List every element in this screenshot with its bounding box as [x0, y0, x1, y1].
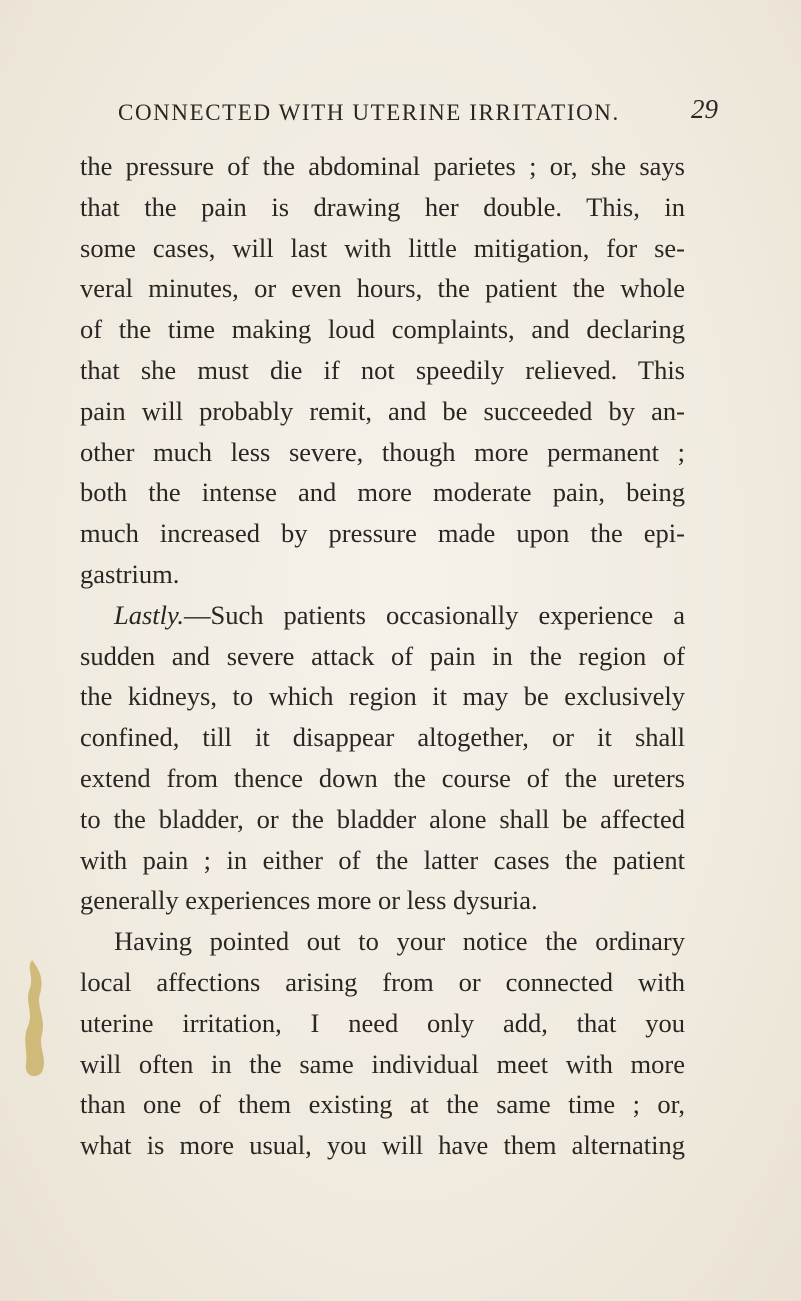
- text-line: some cases, will last with little mitigation, for se-: [80, 232, 685, 263]
- lastly-italic: Lastly.: [114, 599, 184, 630]
- text-line: pain will probably remit, and be succeeded by an-: [80, 395, 685, 426]
- lastly-rest: —Such patients occasionally experience a: [183, 599, 685, 630]
- text-line: much increased by pressure made upon the epi-: [80, 518, 685, 549]
- running-title: CONNECTED WITH UTERINE IRRITATION.: [118, 100, 620, 125]
- text-line: both the intense and more moderate pain, being: [80, 477, 685, 508]
- text-line: of the time making loud complaints, and declaring: [80, 314, 685, 345]
- text-line: will often in the same individual meet with more: [80, 1048, 685, 1079]
- text-line: the kidneys, to which region it may be exclusively: [80, 681, 685, 712]
- text-line: sudden and severe attack of pain in the region of: [80, 640, 685, 671]
- page-number: 29: [691, 94, 718, 124]
- text-line: extend from thence down the course of the ureters: [80, 762, 685, 793]
- text-line: that she must die if not speedily relieved. This: [80, 354, 685, 385]
- text-line: confined, till it disappear altogether, or it shall: [80, 722, 685, 753]
- ink-blot-mark: [18, 960, 52, 1080]
- text-line: generally experiences more or less dysuria.: [80, 885, 538, 916]
- text-line: than one of them existing at the same time ; or,: [80, 1089, 685, 1120]
- running-header: [118, 94, 718, 134]
- text-line: to the bladder, or the bladder alone shall be affected: [80, 803, 685, 834]
- body-text: [80, 146, 685, 1166]
- text-line: that the pain is drawing her double. This, in: [80, 191, 685, 222]
- text-line: veral minutes, or even hours, the patient the whole: [80, 273, 685, 304]
- text-line: Having pointed out to your notice the ordinary: [114, 926, 685, 957]
- text-line: uterine irritation, I need only add, that you: [80, 1007, 685, 1038]
- text-line: with pain ; in either of the latter cases the patient: [80, 844, 685, 875]
- text-line: gastrium.: [80, 558, 180, 589]
- text-line: what is more usual, you will have them alternating: [80, 1130, 685, 1161]
- text-line: local affections arising from or connected with: [80, 966, 685, 997]
- paragraph-start-lastly: [80, 595, 685, 636]
- text-line: other much less severe, though more permanent ;: [80, 436, 685, 467]
- text-line: the pressure of the abdominal parietes ; or, she says: [80, 151, 685, 181]
